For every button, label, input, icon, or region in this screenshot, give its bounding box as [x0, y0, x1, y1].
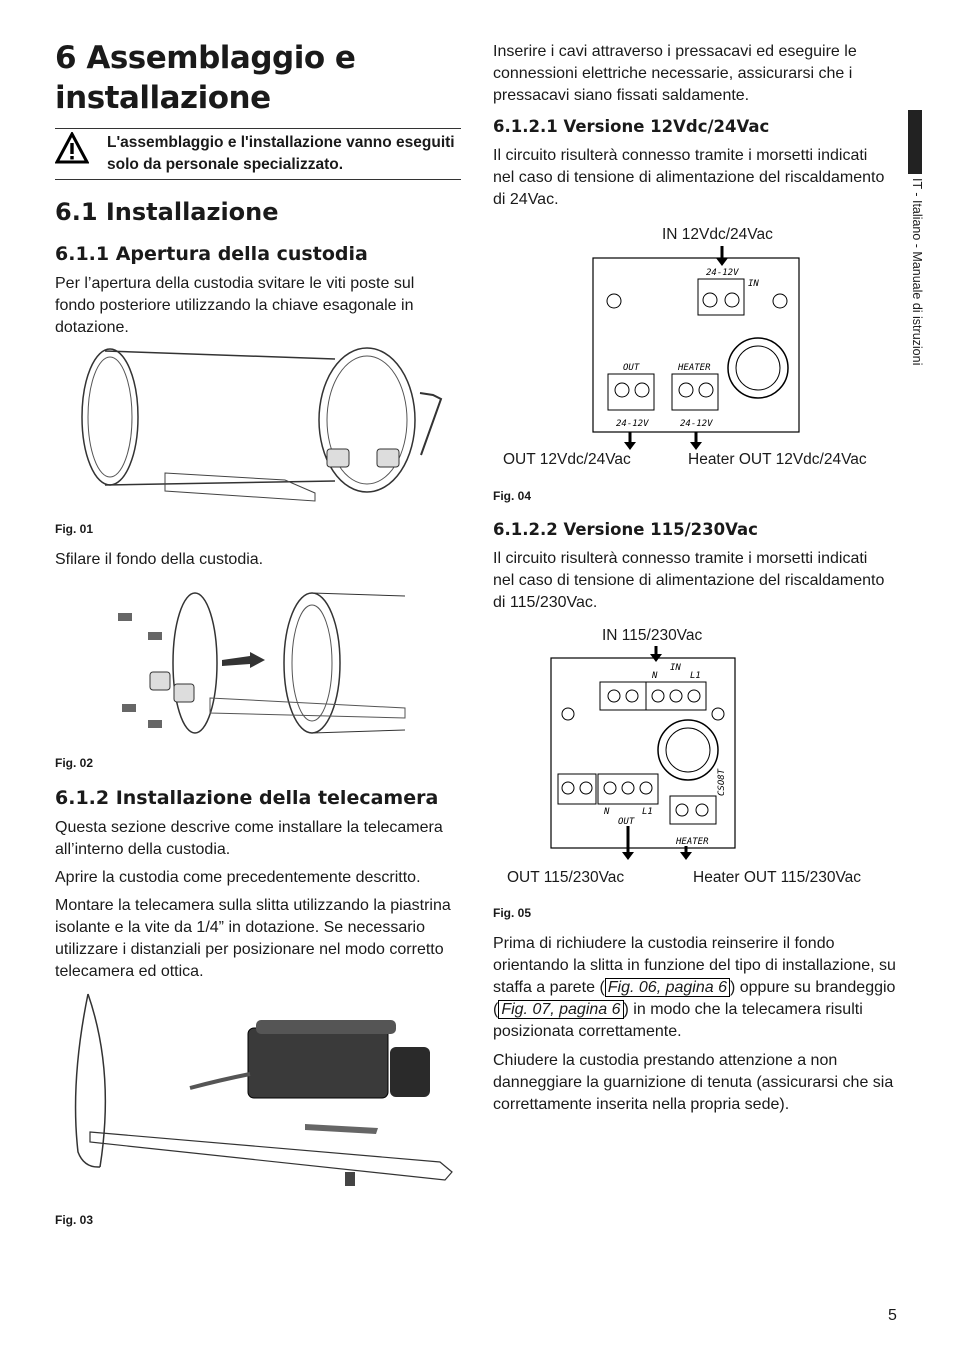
section-title-6-1: 6.1 Installazione [55, 198, 279, 226]
section-title-6-1-2: 6.1.2 Installazione della telecamera [55, 787, 439, 809]
figure-04-board-12v [590, 246, 810, 452]
board-in: IN [748, 279, 759, 289]
paragraph-camera-intro: Questa sezione descrive come installare la telecamera all’interno della custodia. [55, 819, 443, 858]
warning-box [55, 128, 461, 180]
link-fig-06[interactable]: Fig. 06, pagina 6 [605, 978, 730, 997]
chapter-title: 6 Assemblaggio e installazione [55, 40, 356, 116]
board-heater: HEATER [678, 363, 711, 373]
paragraph-slide-off: Sfilare il fondo della custodia. [55, 551, 264, 568]
closing-text-c: ) in modo che la telecamera risulti posizionata correttamente. [493, 1001, 863, 1040]
paragraph-before-closing [493, 933, 898, 1043]
board-in-115: IN [670, 663, 681, 673]
closing-text-a: Prima di richiudere la custodia reinserire il fondo orientando la slitta in funzione del tipo di installazione, su staffa a parete ( [493, 935, 896, 996]
link-fig-07[interactable]: Fig. 07, pagina 6 [498, 1000, 623, 1019]
subsection-title-115v: 6.1.2.2 Versione 115/230Vac [493, 520, 758, 539]
paragraph-opening: Per l’apertura della custodia svitare le viti poste sul fondo posteriore utilizzando la chiave esagonale in dotazione. [55, 275, 415, 336]
closing-text-b: ) oppure su brandeggio ( [493, 979, 896, 1018]
fig04-out-label: OUT 12Vdc/24Vac [503, 451, 631, 468]
subsection-title-12v: 6.1.2.1 Versione 12Vdc/24Vac [493, 117, 770, 136]
fig05-in-label: IN 115/230Vac [602, 627, 703, 644]
figure-02-caption: Fig. 02 [55, 756, 94, 770]
warning-icon [55, 132, 89, 164]
sidebar-label: IT - Italiano - Manuale di istruzioni [910, 178, 924, 366]
board-out-voltage: 24-12V [616, 419, 649, 429]
board-in-voltage: 24-12V [706, 268, 739, 278]
paragraph-115v: Il circuito risulterà connesso tramite i morsetti indicati nel caso di tensione di alimentazione del riscaldamento di 115/230Vac. [493, 550, 885, 611]
language-tab-marker [908, 110, 922, 174]
board-out-115: OUT [618, 817, 635, 827]
figure-05-board-115v [548, 646, 740, 866]
paragraph-close-housing: Chiudere la custodia prestando attenzione a non danneggiare la guarnizione di tenuta (assicurarsi che sia correttamente inserita nella propria sede). [493, 1052, 894, 1113]
board-heater-115: HEATER [676, 837, 709, 847]
warning-text: L'assemblaggio e l'installazione vanno eseguiti solo da personale specializzato. [107, 134, 455, 173]
paragraph-mount-camera: Montare la telecamera sulla slitta utilizzando la piastrina isolante e la vite da 1/4” in dotazione. Se necessario utilizzare i distanziali per posizionare nel modo corretto telecamera ed ottica. [55, 897, 451, 980]
figure-03-caption: Fig. 03 [55, 1213, 94, 1227]
paragraph-cables: Inserire i cavi attraverso i pressacavi ed eseguire le connessioni elettriche necessarie, assicurarsi che i pressacavi siano fissati saldamente. [493, 43, 857, 104]
figure-01-caption: Fig. 01 [55, 522, 94, 536]
figure-02-open-housing [110, 588, 410, 748]
board-code: CSO8T [717, 768, 727, 796]
board-l1-out: L1 [642, 807, 653, 817]
figure-01-housing [75, 345, 445, 515]
board-l1-in: L1 [690, 671, 701, 681]
section-title-6-1-1: 6.1.1 Apertura della custodia [55, 243, 368, 265]
paragraph-12v: Il circuito risulterà connesso tramite i morsetti indicati nel caso di tensione di alimentazione del riscaldamento di 24Vac. [493, 147, 885, 208]
fig05-out-label: OUT 115/230Vac [507, 869, 625, 886]
board-out: OUT [623, 363, 640, 373]
paragraph-open-housing: Aprire la custodia come precedentemente descritto. [55, 869, 421, 886]
fig05-heater-label: Heater OUT 115/230Vac [693, 869, 862, 886]
figure-04-caption: Fig. 04 [493, 489, 532, 503]
fig04-heater-label: Heater OUT 12Vdc/24Vac [688, 451, 867, 468]
board-heater-voltage: 24-12V [680, 419, 713, 429]
figure-03-camera-slide [60, 992, 455, 1202]
page-number: 5 [888, 1307, 897, 1324]
board-n-out: N [604, 807, 610, 817]
figure-05-caption: Fig. 05 [493, 906, 532, 920]
board-n-in: N [652, 671, 658, 681]
fig04-in-label: IN 12Vdc/24Vac [662, 226, 773, 243]
